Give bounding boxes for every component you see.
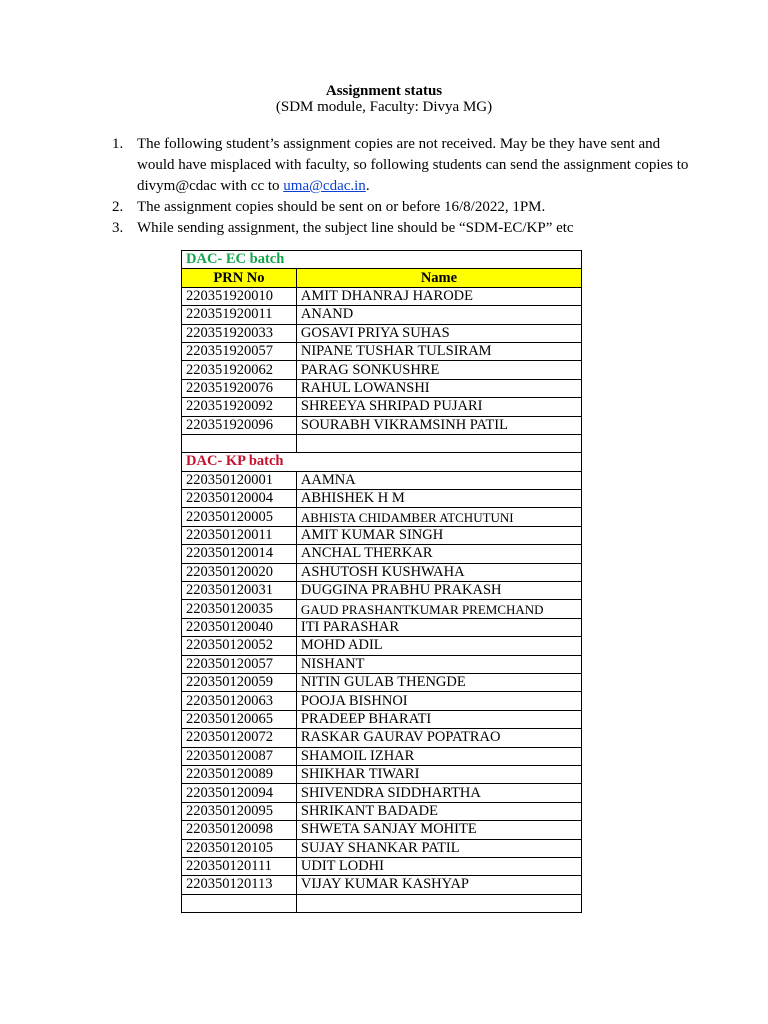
prn-cell: 220350120020 bbox=[182, 563, 297, 581]
prn-cell: 220350120063 bbox=[182, 692, 297, 710]
prn-cell: 220350120089 bbox=[182, 765, 297, 783]
prn-cell: 220351920096 bbox=[182, 416, 297, 434]
name-cell: ABHISTA CHIDAMBER ATCHUTUNI bbox=[296, 508, 581, 526]
kp-batch-label: DAC- KP batch bbox=[182, 453, 582, 471]
table-row bbox=[182, 582, 582, 600]
table-row bbox=[182, 839, 582, 857]
prn-cell bbox=[182, 894, 297, 912]
name-cell: ANCHAL THERKAR bbox=[296, 545, 581, 563]
name-cell: SHIVENDRA SIDDHARTHA bbox=[296, 784, 581, 802]
table-row bbox=[182, 729, 582, 747]
name-cell: SHWETA SANJAY MOHITE bbox=[296, 821, 581, 839]
table-row bbox=[182, 563, 582, 581]
name-cell: SUJAY SHANKAR PATIL bbox=[296, 839, 581, 857]
name-cell: VIJAY KUMAR KASHYAP bbox=[296, 876, 581, 894]
name-cell: GOSAVI PRIYA SUHAS bbox=[296, 324, 581, 342]
table-row bbox=[182, 747, 582, 765]
list-text bbox=[137, 134, 692, 197]
prn-cell: 220350120052 bbox=[182, 637, 297, 655]
prn-cell: 220350120087 bbox=[182, 747, 297, 765]
prn-cell: 220350120111 bbox=[182, 857, 297, 875]
name-cell: ABHISHEK H M bbox=[296, 490, 581, 508]
table-row bbox=[182, 490, 582, 508]
table-row bbox=[182, 765, 582, 783]
prn-cell: 220350120040 bbox=[182, 618, 297, 636]
table-row bbox=[182, 398, 582, 416]
batch-label-row bbox=[182, 251, 582, 269]
list-item bbox=[112, 197, 692, 218]
prn-cell: 220350120057 bbox=[182, 655, 297, 673]
prn-cell: 220350120105 bbox=[182, 839, 297, 857]
students-table-body bbox=[182, 251, 582, 913]
table-row bbox=[182, 342, 582, 360]
name-cell: NISHANT bbox=[296, 655, 581, 673]
table-row bbox=[182, 324, 582, 342]
name-cell: SHREEYA SHRIPAD PUJARI bbox=[296, 398, 581, 416]
prn-cell: 220351920092 bbox=[182, 398, 297, 416]
prn-cell: 220350120065 bbox=[182, 710, 297, 728]
name-cell: SHIKHAR TIWARI bbox=[296, 765, 581, 783]
name-cell: RASKAR GAURAV POPATRAO bbox=[296, 729, 581, 747]
name-cell: SHAMOIL IZHAR bbox=[296, 747, 581, 765]
name-cell: AAMNA bbox=[296, 471, 581, 489]
table-row bbox=[182, 673, 582, 691]
table-row bbox=[182, 526, 582, 544]
name-cell: AMIT DHANRAJ HARODE bbox=[296, 287, 581, 305]
document-subtitle: (SDM module, Faculty: Divya MG) bbox=[275, 99, 493, 115]
name-cell: PRADEEP BHARATI bbox=[296, 710, 581, 728]
prn-cell: 220350120014 bbox=[182, 545, 297, 563]
name-header: Name bbox=[296, 269, 581, 287]
name-cell: NIPANE TUSHAR TULSIRAM bbox=[296, 342, 581, 360]
table-row bbox=[182, 434, 582, 452]
table-row bbox=[182, 379, 582, 397]
table-row bbox=[182, 655, 582, 673]
name-cell: PARAG SONKUSHRE bbox=[296, 361, 581, 379]
table-row bbox=[182, 618, 582, 636]
table-row bbox=[182, 802, 582, 820]
name-cell: GAUD PRASHANTKUMAR PREMCHAND bbox=[296, 600, 581, 618]
prn-cell: 220350120098 bbox=[182, 821, 297, 839]
name-cell: ITI PARASHAR bbox=[296, 618, 581, 636]
list-item bbox=[112, 134, 692, 197]
instruction-list bbox=[112, 134, 692, 239]
name-cell: MOHD ADIL bbox=[296, 637, 581, 655]
batch-label-row bbox=[182, 453, 582, 471]
prn-cell: 220351920076 bbox=[182, 379, 297, 397]
list-item bbox=[112, 218, 692, 239]
prn-cell: 220350120001 bbox=[182, 471, 297, 489]
table-row bbox=[182, 710, 582, 728]
ec-batch-label: DAC- EC batch bbox=[182, 251, 582, 269]
name-cell: AMIT KUMAR SINGH bbox=[296, 526, 581, 544]
prn-cell: 220350120095 bbox=[182, 802, 297, 820]
table-row bbox=[182, 287, 582, 305]
name-cell: UDIT LODHI bbox=[296, 857, 581, 875]
prn-cell: 220350120094 bbox=[182, 784, 297, 802]
prn-cell: 220351920033 bbox=[182, 324, 297, 342]
list-text-after: . bbox=[365, 178, 370, 194]
prn-cell: 220351920057 bbox=[182, 342, 297, 360]
table-header-row bbox=[182, 269, 582, 287]
email-link[interactable]: uma@cdac.in bbox=[283, 178, 366, 194]
prn-cell: 220350120113 bbox=[182, 876, 297, 894]
table-row bbox=[182, 545, 582, 563]
students-table bbox=[181, 250, 582, 913]
list-text: While sending assignment, the subject line should be “SDM-EC/KP” etc bbox=[137, 220, 574, 236]
prn-cell: 220350120059 bbox=[182, 673, 297, 691]
table-row bbox=[182, 471, 582, 489]
name-cell: POOJA BISHNOI bbox=[296, 692, 581, 710]
table-row bbox=[182, 876, 582, 894]
name-cell: SOURABH VIKRAMSINH PATIL bbox=[296, 416, 581, 434]
prn-header: PRN No bbox=[182, 269, 297, 287]
document-title: Assignment status bbox=[325, 83, 443, 99]
prn-cell: 220350120005 bbox=[182, 508, 297, 526]
name-cell: RAHUL LOWANSHI bbox=[296, 379, 581, 397]
prn-cell: 220350120031 bbox=[182, 582, 297, 600]
name-cell bbox=[296, 894, 581, 912]
list-number: 2. bbox=[112, 199, 124, 215]
table-row bbox=[182, 600, 582, 618]
table-row bbox=[182, 894, 582, 912]
list-text-before: The following student’s assignment copies are not received. May be they have sent and would have misplaced with faculty, so following students can send the assignment copies to divym@cdac with cc to bbox=[137, 136, 689, 194]
table-row bbox=[182, 637, 582, 655]
table-row bbox=[182, 821, 582, 839]
table-row bbox=[182, 416, 582, 434]
prn-cell: 220351920062 bbox=[182, 361, 297, 379]
prn-cell: 220350120035 bbox=[182, 600, 297, 618]
list-number: 1. bbox=[112, 136, 124, 152]
table-row bbox=[182, 306, 582, 324]
prn-cell bbox=[182, 434, 297, 452]
name-cell: DUGGINA PRABHU PRAKASH bbox=[296, 582, 581, 600]
name-cell: SHRIKANT BADADE bbox=[296, 802, 581, 820]
table-row bbox=[182, 692, 582, 710]
prn-cell: 220350120004 bbox=[182, 490, 297, 508]
name-cell bbox=[296, 434, 581, 452]
list-text: The assignment copies should be sent on or before 16/8/2022, 1PM. bbox=[137, 199, 546, 215]
table-row bbox=[182, 361, 582, 379]
table-row bbox=[182, 508, 582, 526]
prn-cell: 220350120072 bbox=[182, 729, 297, 747]
list-number: 3. bbox=[112, 220, 124, 236]
name-cell: ASHUTOSH KUSHWAHA bbox=[296, 563, 581, 581]
table-row bbox=[182, 857, 582, 875]
prn-cell: 220351920011 bbox=[182, 306, 297, 324]
name-cell: ANAND bbox=[296, 306, 581, 324]
prn-cell: 220351920010 bbox=[182, 287, 297, 305]
table-row bbox=[182, 784, 582, 802]
prn-cell: 220350120011 bbox=[182, 526, 297, 544]
name-cell: NITIN GULAB THENGDE bbox=[296, 673, 581, 691]
